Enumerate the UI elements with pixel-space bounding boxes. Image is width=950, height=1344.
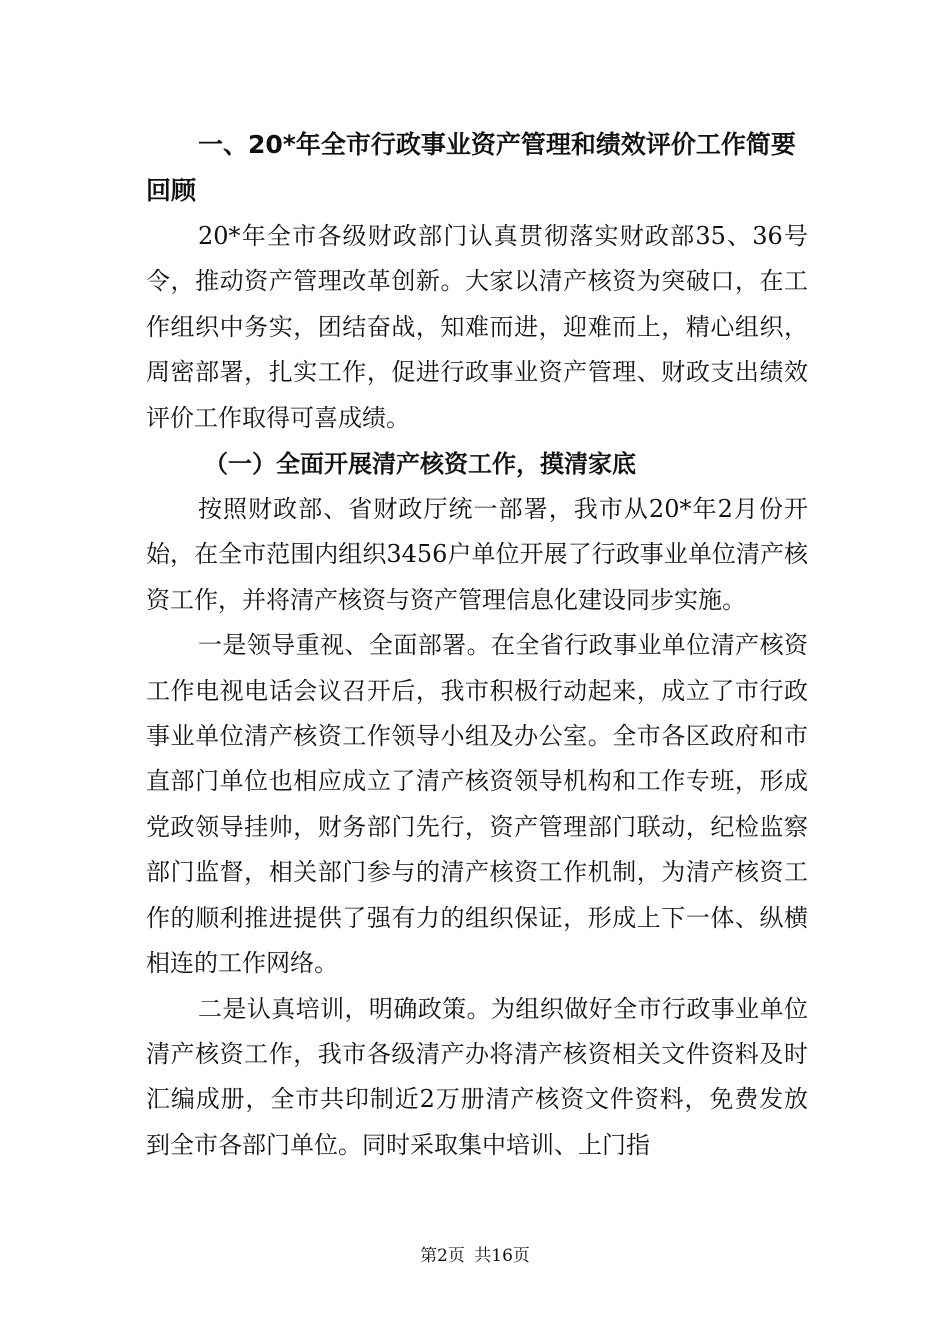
paragraph-training: 二是认真培训，明确政策。为组织做好全市行政事业单位清产核资工作，我市各级清产办将清产核资相关文件资料及时汇编成册，全市共印制近2万册清产核资文件资料，免费发放到全市各部门单位。同时采取集中培训、上门指 — [146, 994, 808, 1159]
section-heading: 一、20*年全市行政事业资产管理和绩效评价工作简要回顾 — [146, 130, 796, 205]
subsection-heading: （一）全面开展清产核资工作，摸清家底 — [204, 450, 636, 479]
page-total: 共16页 — [474, 1246, 530, 1266]
document-body — [146, 122, 808, 1168]
paragraph-leadership: 一是领导重视、全面部署。在全省行政事业单位清产核资工作电视电话会议召开后，我市积极行动起来，成立了市行政事业单位清产核资工作领导小组及办公室。全市各区政府和市直部门单位也相应成立了清产核资领导机构和工作专班，形成党政领导挂帅，财务部门先行，资产管理部门联动，纪检监察部门监督，相关部门参与的清产核资工作机制，为清产核资工作的顺利推进提供了强有力的组织保证，形成上下一体、纵横相连的工作网络。 — [146, 631, 808, 978]
paragraph-intro: 20*年全市各级财政部门认真贯彻落实财政部35、36号令，推动资产管理改革创新。大家以清产核资为突破口，在工作组织中务实，团结奋战，知难而进，迎难而上，精心组织，周密部署，扎实工作，促进行政事业资产管理、财政支出绩效评价工作取得可喜成绩。 — [146, 222, 808, 432]
page-number: 第2页 — [420, 1246, 465, 1266]
paragraph-deployment: 按照财政部、省财政厅统一部署，我市从20*年2月份开始，在全市范围内组织3456户单位开展了行政事业单位清产核资工作，并将清产核资与资产管理信息化建设同步实施。 — [146, 495, 808, 614]
page-footer — [0, 1241, 950, 1266]
